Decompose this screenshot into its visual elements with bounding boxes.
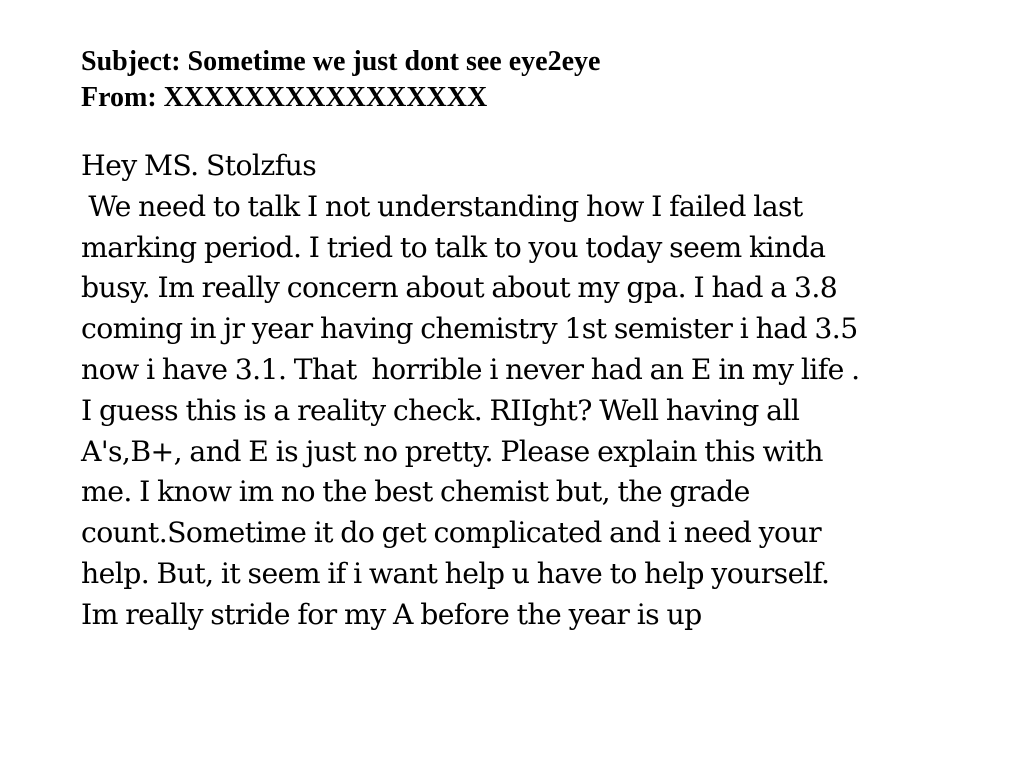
email-body-line: Im really stride for my A before the year is up: [81, 597, 702, 631]
email-slide: [81, 44, 981, 636]
email-body-line: I guess this is a reality check. RIIght? Well having all: [81, 393, 800, 427]
email-body-line: count.Sometime it do get complicated and i need your: [81, 516, 822, 550]
email-body-line: now i have 3.1. That horrible i never had an E in my life .: [81, 352, 860, 386]
email-body-line: busy. Im really concern about about my gpa. I had a 3.8: [81, 271, 838, 305]
email-body-line: help. But, it seem if i want help u have to help yourself.: [81, 556, 830, 590]
email-greeting: Hey MS. Stolzfus: [81, 149, 317, 182]
email-body-line: me. I know im no the best chemist but, the grade: [81, 475, 750, 509]
email-body-line: We need to talk I not understanding how I failed last: [81, 189, 803, 223]
header-spacer: [81, 116, 981, 146]
email-from: From: XXXXXXXXXXXXXXXX: [81, 82, 488, 113]
email-body-line: coming in jr year having chemistry 1st semister i had 3.5: [81, 312, 858, 346]
email-body-line: marking period. I tried to talk to you today seem kinda: [81, 230, 826, 264]
email-body-line: A's,B+, and E is just no pretty. Please explain this with: [81, 434, 823, 468]
email-subject: Subject: Sometime we just dont see eye2eye: [81, 46, 601, 77]
